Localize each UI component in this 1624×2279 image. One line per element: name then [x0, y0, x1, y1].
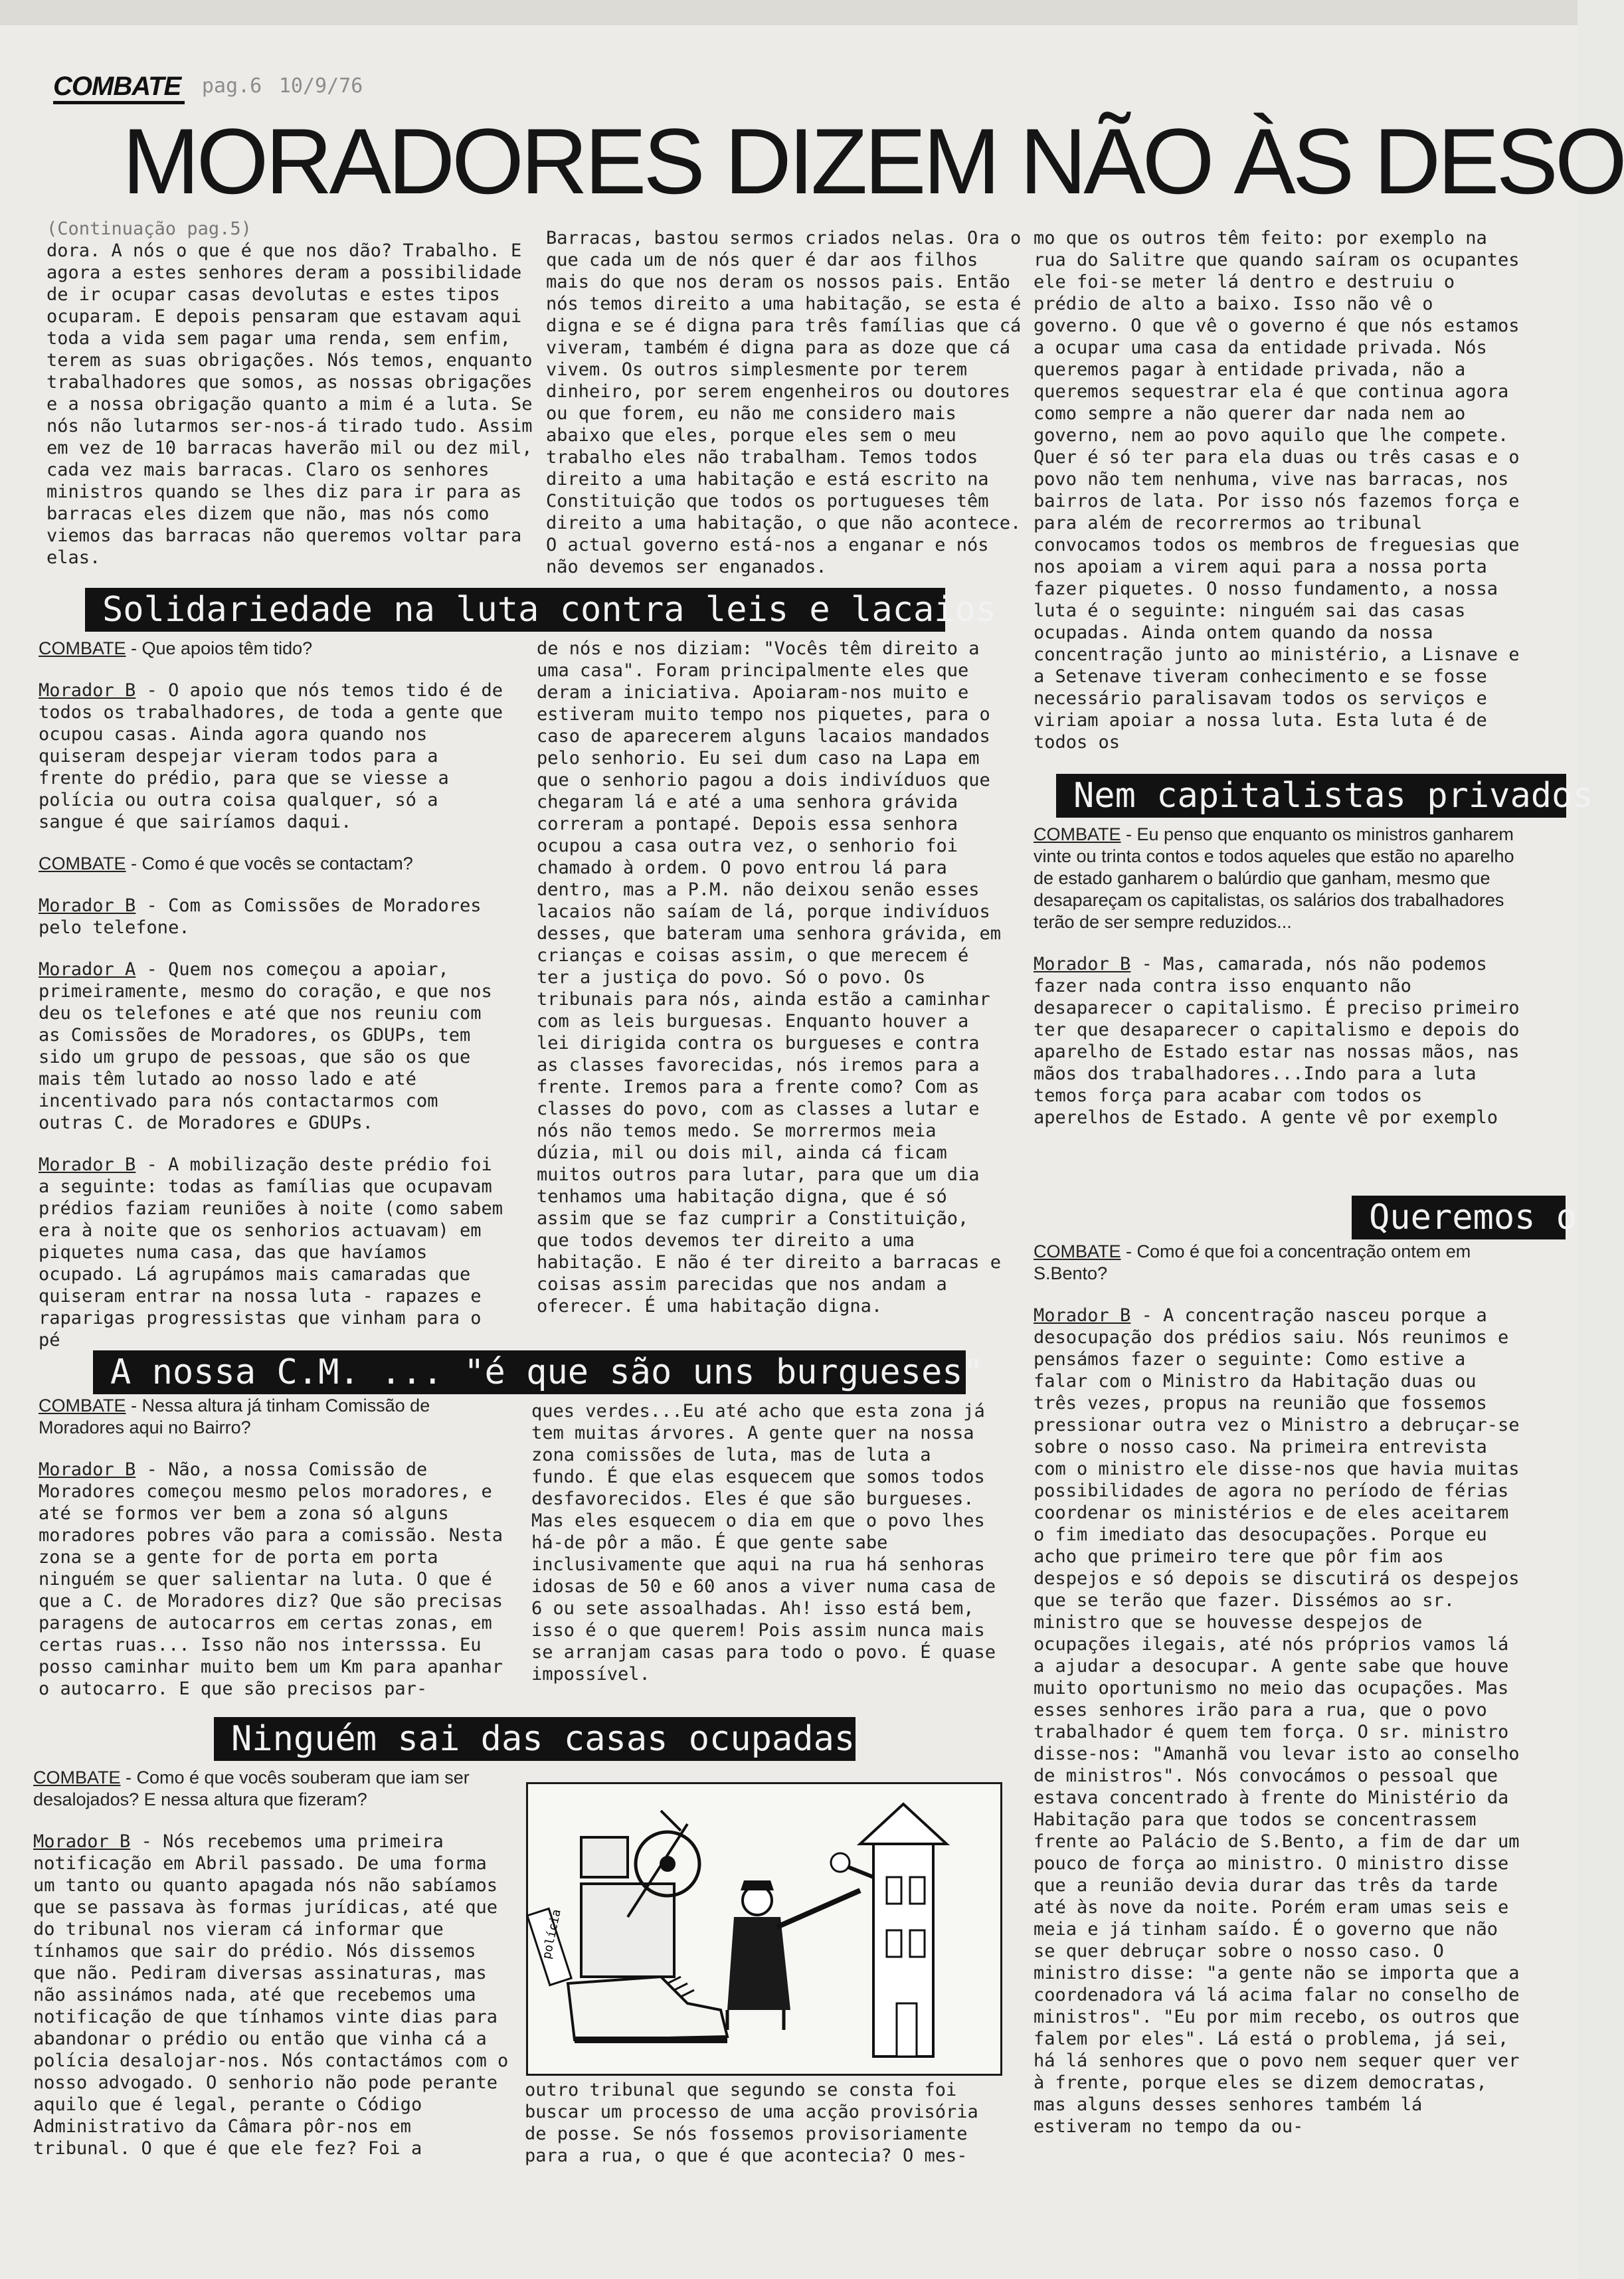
cartoon-drawing: [528, 1784, 1000, 2074]
cartoon-illustration: [526, 1782, 1002, 2076]
speaker-label: COMBATE: [1034, 1241, 1121, 1261]
interview-answer: [1034, 953, 1522, 1129]
section3-column-2: [525, 2079, 1003, 2192]
speech-text: - Não, a nossa Comissão de Moradores começou mesmo pelos moradores, e até se formos ver bem a zona só alguns moradores pobres vão para a comissão. Nesta zona se a gente for de porta em porta ninguém se quer salientar na luta. O que é que a C. de Moradores diz? Que são precisas paragens de autocarros em certas zonas, em certas ruas... Isso não nos intersssa. Eu posso caminhar muito bem um Km para apanhar o autocarro. E que são precisos par-: [39, 1459, 503, 1699]
section-header-nem-capitalistas: Nem capitalistas privados: [1056, 774, 1566, 818]
section1-column-2: [537, 638, 1010, 1335]
speech-text: - Com as Comissões de Moradores pelo telefone.: [39, 895, 482, 938]
speech-text: - Que apoios têm tido?: [126, 638, 313, 658]
speaker-label: Morador B: [33, 1831, 131, 1852]
section-queremos-dialogue: [1034, 1241, 1522, 2138]
interview-answer: [1034, 1305, 1522, 2138]
speaker-label: Morador B: [39, 1154, 136, 1175]
intro-paragraph-1: dora. A nós o que é que nos dão? Trabalho. E agora a estes senhores deram a possibilidade de ir ocupar casas devolutas e estes tipos ocuparam. E depois pensaram que estavam aqui toda a vida sem pagar uma renda, sem enfim, terem as suas obrigações. Nós temos, enquanto trabalhadores que somos, as nossas obrigações e a nossa obrigação quanto a mim é a luta. Se nós não lutarmos ser-nos-á tirado tudo. Assim em vez de 10 barracas haverão mil ou dez mil, cada vez mais barracas. Claro os senhores ministros quando se lhes diz para ir para as barracas eles dizem que não, mas nós como viemos das barracas não queremos voltar para elas.: [46, 240, 533, 568]
section3-column-1: [33, 1767, 518, 2199]
intro-column-3: [1034, 227, 1522, 769]
speech-text: - O apoio que nós temos tido é de todos os trabalhadores, de toda a gente que ocupou casas. Ainda agora quando nos quiseram despejar vieram todos para a frente do prédio, para que se viesse a polícia ou outra coisa qualquer, só a sangue é que sairíamos daqui.: [39, 680, 503, 832]
section-nem-dialogue: [1034, 824, 1522, 1129]
speaker-label: COMBATE: [39, 1396, 126, 1415]
speech-text: - Mas, camarada, nós não podemos fazer nada contra isso enquanto não desaparecer o capitalismo. É preciso primeiro ter que desaparecer o capitalismo e depois do aparelho de Estado estar nas nossas mãos, nas mãos dos trabalhadores...Indo para a luta temos força para acabar com todos os aperelhos de Estado. A gente vê por exemplo: [1034, 954, 1520, 1128]
speech-text: - A mobilização deste prédio foi a seguinte: todas as famílias que ocupavam prédios faziam reuniões à noite (como sabem era à noite que os senhorios actuavam) em piquetes numa casa, das que havíamos ocupado. Lá agrupámos mais camaradas que quiseram entrar na nossa luta - rapazes e raparigas progressistas que vinham para o pé: [39, 1154, 503, 1350]
speech-text: - A concentração nasceu porque a desocupação dos prédios saiu. Nós reunimos e pensámos fazer o seguinte: Como estive a falar com o Ministro da Habitação duas ou três vezes, propus na reunião que fossemos pressionar outra vez o Ministro a debruçar-se sobre o nosso caso. Na primeira entrevista com o ministro ele disse-nos que havia muitas possibilidades de agora no período de férias coordenar os ministérios e de eles aceitarem o fim imediato das desocupações. Porque eu acho que primeiro tere que pôr fim aos despejos e só depois se discutirá os despejos que se terão que fazer. Dissémos ao sr. ministro que se houvesse despejos de ocupações ilegais, até nós próprios vamos lá a ajudar a desocupar. A gente sabe que houve muito oportunismo no meio das ocupações. Mas esses senhores irão para a rua, que o povo trabalhador é quem tem força. O sr. ministro disse-nos: "Amanhã vou levar isto ao conselho de ministros". Nós convocámos o pessoal que estava concentrado à frente do Ministério da Habitação para que todos se concentrassem frente ao Palácio de S.Bento, a fim de dar um pouco de força ao ministro. O ministro disse que a reunião devia durar das três da tarde até às nove da noite. Porém eram umas seis e meia e já tinham saído. É o governo que não se quer debruçar sobre o nosso caso. O ministro disse: "a gente não se importa que a coordenadora vá lá acima falar no conselho de ministros". "Eu por mim recebo, os outros que falem por eles". Lá está o problema, já sei, há lá senhores que o povo nem sequer quer ver à frente, porque eles se dizem democratas, mas alguns desses senhores também lá estiveram no tempo da ou-: [1034, 1305, 1520, 2137]
interview-question: [39, 853, 511, 875]
combate-logo: COMBATE: [53, 72, 185, 104]
section-header-queremos: Queremos o: [1352, 1196, 1566, 1239]
section2-column-2: [531, 1400, 1004, 1706]
section2-paragraph: ques verdes...Eu até acho que esta zona já tem muitas árvores. A gente quer na nossa zona comissões de luta, mas de luta a fundo. É que elas esquecem que somos todos desfavorecidos. Eles é que são burgueses. Mas eles esquecem o dia em que o povo lhes há-de pôr a mão. É que gente sabe inclusivamente que aqui na rua há senhoras idosas de 50 e 60 anos a viver numa casa de 6 ou sete assoalhadas. Ah! isso está bem, isso é o que querem! Pois assim nunca mais se arranjam casas para todo o povo. É quase impossível.: [531, 1401, 996, 1685]
interview-question: [39, 638, 511, 660]
speech-text: - Nós recebemos uma primeira notificação em Abril passado. De uma forma um tanto ou quanto apagada nós não sabíamos que se passava às formas jurídicas, até que do tribunal nos vieram cá informar que tínhamos que sair do prédio. Nós dissemos que não. Pediram diversas assinaturas, mas não assinámos nada, até que recebemos uma notificação de que tínhamos vinte dias para abandonar o prédio ou então que vinha cá a polícia desalojar-nos. Nós contactámos com o nosso advogado. O senhorio não pode perante aquilo que é legal, perante o Código Administrativo da Câmara pôr-nos em tribunal. O que é que ele fez? Foi a: [33, 1831, 509, 2159]
speaker-label: COMBATE: [39, 854, 126, 873]
speech-text: - Nessa altura já tinham Comissão de Moradores aqui no Bairro?: [39, 1396, 430, 1437]
interview-answer: [39, 1459, 511, 1700]
section2-column-1: [39, 1395, 511, 1710]
interview-answer: [39, 1154, 511, 1351]
section-queremos-column: [1034, 1241, 1522, 2184]
interview-answer: [33, 1831, 518, 2159]
masthead: [53, 72, 363, 104]
interview-answer: [39, 958, 511, 1134]
section-header-burgueses: A nossa C.M. ... "é que são uns burgueses": [93, 1350, 966, 1394]
interview-question: [33, 1767, 518, 1811]
interview-question: [39, 1395, 511, 1439]
speech-text: - Como é que vocês se contactam?: [126, 854, 413, 873]
interview-answer: [39, 895, 511, 939]
intro-paragraph-3: mo que os outros têm feito: por exemplo na rua do Salitre que quando saíram os ocupantes ele foi-se meter lá dentro e destruiu o prédio de alto a baixo. Isso não vê o governo. O que vê o governo é que nós estamos a ocupar uma casa da entidade privada. Nós queremos pagar à entidade privada, não a queremos sequestrar ela é que continua agora como sempre a não querer dar nada nem ao governo, nem ao povo aquilo que lhe compete. Quer é só ter para ela duas ou três casas e o povo não tem nenhuma, vive nas barracas, nos bairros de lata. Por isso nós fazemos força e para além de recorrermos ao tribunal convocamos todos os membros de freguesias que nos apoiam a virem aqui para a nossa porta fazer piquetes. O nosso fundamento, a nossa luta é o seguinte: ninguém sai das casas ocupadas. Ainda ontem quando da nossa concentração junto ao ministério, a Lisnave e a Setenave tiveram conhecimento e se fosse necessário paralisavam todos os serviços e viriam apoiar a nossa luta. Esta luta é de todos os: [1034, 228, 1520, 753]
speaker-label: COMBATE: [39, 638, 126, 658]
section2-dialogue: [39, 1395, 511, 1700]
interview-question: [1034, 1241, 1522, 1285]
interview-answer: [39, 680, 511, 833]
intro-column-1: [46, 218, 535, 585]
speaker-label: COMBATE: [1034, 824, 1121, 844]
speaker-label: Morador B: [1034, 954, 1131, 974]
speaker-label: Morador A: [39, 959, 136, 980]
section1-paragraph: de nós e nos diziam: "Vocês têm direito a uma casa". Foram principalmente eles que deram a iniciativa. Apoiaram-nos muito e estiveram muito tempo nos piquetes, para o caso de aparecerem alguns lacaios mandados pelo senhorio. Eu sei dum caso na Lapa em que o senhorio pagou a dois indivíduos que chegaram lá e até a uma senhora grávida correram a pontapé. Depois essa senhora ocupou a casa outra vez, o senhorio foi chamado à ordem. O povo entrou lá para dentro, mas a P.M. não deixou senão esses lacaios não saíam de lá, porque indivíduos desses, que bateram uma senhora grávida, em crianças e coisas assim, o que merecem é ter a justiça do povo. Só o povo. Os tribunais para nós, ainda estão a caminhar com as leis burguesas. Enquanto houver a lei dirigida contra os burgueses e contra as classes favorecidas, nós iremos para a frente. Iremos para a frente como? Com as classes do povo, com as classes a lutar e nós não temos medo. Se morrermos meia dúzia, mil ou dois mil, ainda cá ficam muitos outros para lutar, para que um dia tenhamos uma habitação digna, que é só assim que se faz cumprir a Constituição, que todos devemos ter direito a uma habitação. E não é ter direito a barracas e coisas assim parecidas que nos andam a oferecer. É uma habitação digna.: [537, 638, 1001, 1317]
section3-paragraph: outro tribunal que segundo se consta foi buscar um processo de uma acção provisória de posse. Se nós fossemos provisoriamente para a rua, o que é que acontecia? O mes-: [525, 2080, 978, 2166]
section-nem-column: [1034, 824, 1522, 1182]
speech-text: - Eu penso que enquanto os ministros ganharem vinte ou trinta contos e todos aqueles que estão no aparelho de estado ganharem o balúrdio que ganham, mesmo que desapareçam os capitalistas, os salários dos trabalhadores terão de ser sempre reduzidos...: [1034, 824, 1514, 932]
speaker-label: Morador B: [39, 680, 136, 701]
speaker-label: Morador B: [39, 895, 136, 916]
section-header-ninguem-sai: Ninguém sai das casas ocupadas: [214, 1717, 856, 1761]
page-number: pag.6: [201, 74, 262, 98]
speaker-label: COMBATE: [33, 1768, 121, 1787]
section1-column-1: [39, 638, 511, 1350]
speaker-label: Morador B: [1034, 1305, 1131, 1326]
page-top-edge: [0, 0, 1578, 25]
interview-question: [1034, 824, 1522, 933]
intro-paragraph-2: Barracas, bastou sermos criados nelas. Ora o que cada um de nós quer é dar aos filhos mais do que nos deram os nossos pais. Então nós temos direito a uma habitação, se esta é digna e se é digna para três famílias que cá viveram, também é digna para as doze que cá vivem. Os outros simplesmente por terem dinheiro, por serem engenheiros ou doutores ou que forem, eu não me considero mais abaixo que eles, porque eles sem o meu trabalho eles não trabalham. Temos todos direito a uma habitação e está escrito na Constituição que todos os portugueses têm direito a uma habitação, o que não acontece. O actual governo está-nos a enganar e nós não devemos ser enganados.: [546, 228, 1022, 577]
section-header-solidariedade: Solidariedade na luta contra leis e lacaios: [85, 588, 945, 632]
section3-dialogue: [33, 1767, 518, 2159]
speaker-label: Morador B: [39, 1459, 136, 1480]
speech-text: - Como é que vocês souberam que iam ser desalojados? E nessa altura que fizeram?: [33, 1768, 470, 1809]
cartoon-sign-label: polícia: [539, 1908, 564, 1961]
speech-text: - Como é que foi a concentração ontem em S.Bento?: [1034, 1241, 1471, 1283]
section1-dialogue: [39, 638, 511, 1351]
intro-column-2: [546, 227, 1023, 585]
continuation-note: (Continuação pag.5): [46, 219, 252, 239]
headline: MORADORES DIZEM NÃO ÀS DESO: [122, 109, 1624, 213]
speech-text: - Quem nos começou a apoiar, primeiramente, mesmo do coração, e que nos deu os telefones e até que nos reuniu com as Comissões de Moradores, os GDUPs, tem sido um grupo de pessoas, que são os que mais têm lutado ao nosso lado e até incentivado para nós contactarmos com outras C. de Moradores e GDUPs.: [39, 959, 492, 1133]
issue-date: 10/9/76: [278, 74, 363, 98]
